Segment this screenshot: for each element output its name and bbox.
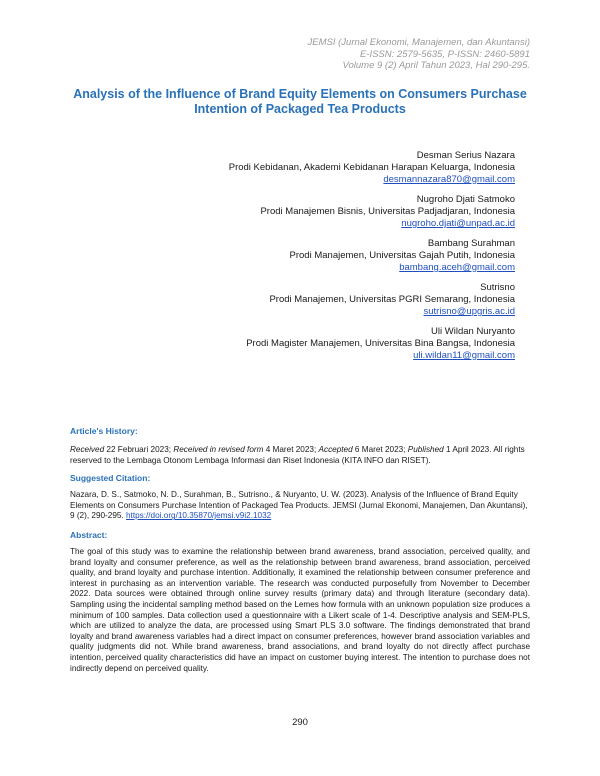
published-label: Published	[407, 445, 444, 454]
doi-link[interactable]: https://doi.org/10.35870/jemsi.v9i2.1032	[125, 511, 272, 521]
paper-title	[70, 87, 530, 117]
author-name: Nugroho Djati Satmoko	[416, 194, 515, 205]
accepted-date: 6 Maret 2023;	[352, 445, 408, 454]
author-email-link[interactable]: uli.wildan11@gmail.com	[413, 350, 515, 361]
accepted-label: Accepted	[318, 445, 353, 454]
author-email-link[interactable]: bambang.aceh@gmail.com	[399, 262, 515, 273]
journal-issn: E-ISSN: 2579-5635, P-ISSN: 2460-5891	[359, 48, 530, 60]
author-affiliation: Prodi Magister Manajemen, Universitas Bina Bangsa, Indonesia	[246, 338, 515, 349]
paper-title-line-1: Analysis of the Influence of Brand Equity Elements on Consumers Purchase	[73, 87, 527, 101]
history-heading: Article's History:	[70, 426, 138, 436]
journal-volume: Volume 9 (2) April Tahun 2023, Hal 290-295.	[342, 60, 530, 71]
author-block	[229, 326, 515, 362]
revised-label: Received in revised form	[173, 445, 264, 454]
author-block	[229, 150, 515, 186]
author-affiliation: Prodi Manajemen Bisnis, Universitas Padjadjaran, Indonesia	[260, 206, 515, 217]
author-name: Desman Serius Nazara	[416, 150, 515, 161]
received-date: 22 Februari 2023;	[104, 445, 174, 454]
citation-heading: Suggested Citation:	[70, 473, 151, 483]
author-email-link[interactable]: nugroho.djati@unpad.ac.id	[401, 218, 515, 229]
author-affiliation: Prodi Manajemen, Universitas PGRI Semarang, Indonesia	[269, 294, 515, 305]
author-affiliation: Prodi Manajemen, Universitas Gajah Putih, Indonesia	[289, 250, 515, 261]
published-date: 1 April 2023. All rights reserved to the Lembaga Otonom Lembaga Informasi dan Riset Indonesia (KITA INFO dan RISET).	[70, 445, 525, 465]
author-affiliation: Prodi Kebidanan, Akademi Kebidanan Harapan Keluarga, Indonesia	[228, 162, 515, 173]
author-block	[229, 194, 515, 230]
author-block	[229, 282, 515, 318]
author-name: Bambang Surahman	[427, 238, 515, 249]
journal-header	[308, 37, 530, 72]
author-email-link[interactable]: sutrisno@upgris.ac.id	[423, 306, 515, 317]
author-block	[229, 238, 515, 274]
author-name: Uli Wildan Nuryanto	[431, 326, 515, 337]
abstract-text: The goal of this study was to examine the relationship between brand awareness, brand association, perceived quality, and brand loyalty and consumer preference, as well as the relationship between brand awareness, brand association, perceived quality, and brand loyalty and purchase intention. Additionally, it examined the relationship between consumer preference and interest in purchasing as an intervention variable. The research was conducted purposefully from November to December 2022. Data sources were obtained through online survey results (primary data) and through literature (secondary data). Sampling using the incidental sampling method based on the Lemes how formula with an unknown population size produces a minimum of 100 samples. Data collection used a questionnaire with a Likert scale of 1-4. Descriptive analysis and SEM-PLS, which are utilized to analyze the data, are processed using Smart PLS 3.0 software. The findings demonstrated that brand loyalty and brand awareness variables had a direct impact on consumer preferences, however brand association variables and quality judgments did not. While brand awareness, brand associations, and brand loyalty do not directly affect purchase intention, perceived quality characteristics did have an impact on customer buying interest. The intention to purchase does not indirectly depend on perceived quality.	[70, 547, 530, 673]
author-email-link[interactable]: desmannazara870@gmail.com	[383, 174, 515, 185]
paper-title-line-2: Intention of Packaged Tea Products	[194, 102, 406, 116]
author-name: Sutrisno	[480, 282, 515, 293]
page-number: 290	[292, 717, 308, 728]
journal-name: JEMSI (Jurnal Ekonomi, Manajemen, dan Akuntansi)	[307, 37, 530, 48]
received-label: Received	[70, 445, 105, 454]
citation-text	[70, 490, 530, 522]
history-text	[70, 445, 530, 466]
author-list	[229, 150, 515, 370]
citation-body: Nazara, D. S., Satmoko, N. D., Surahman, B., Sutrisno., & Nuryanto, U. W. (2023). Analysis of the Influence of Brand Equity Elements on Consumers Purchase Intention of Packaged Tea Products. JEMSI (Jurnal Ekonomi, Manajemen, Dan Akuntansi), 9 (2), 290-295.	[70, 490, 528, 521]
revised-date: 4 Maret 2023;	[263, 445, 319, 454]
abstract-heading: Abstract:	[70, 530, 108, 540]
